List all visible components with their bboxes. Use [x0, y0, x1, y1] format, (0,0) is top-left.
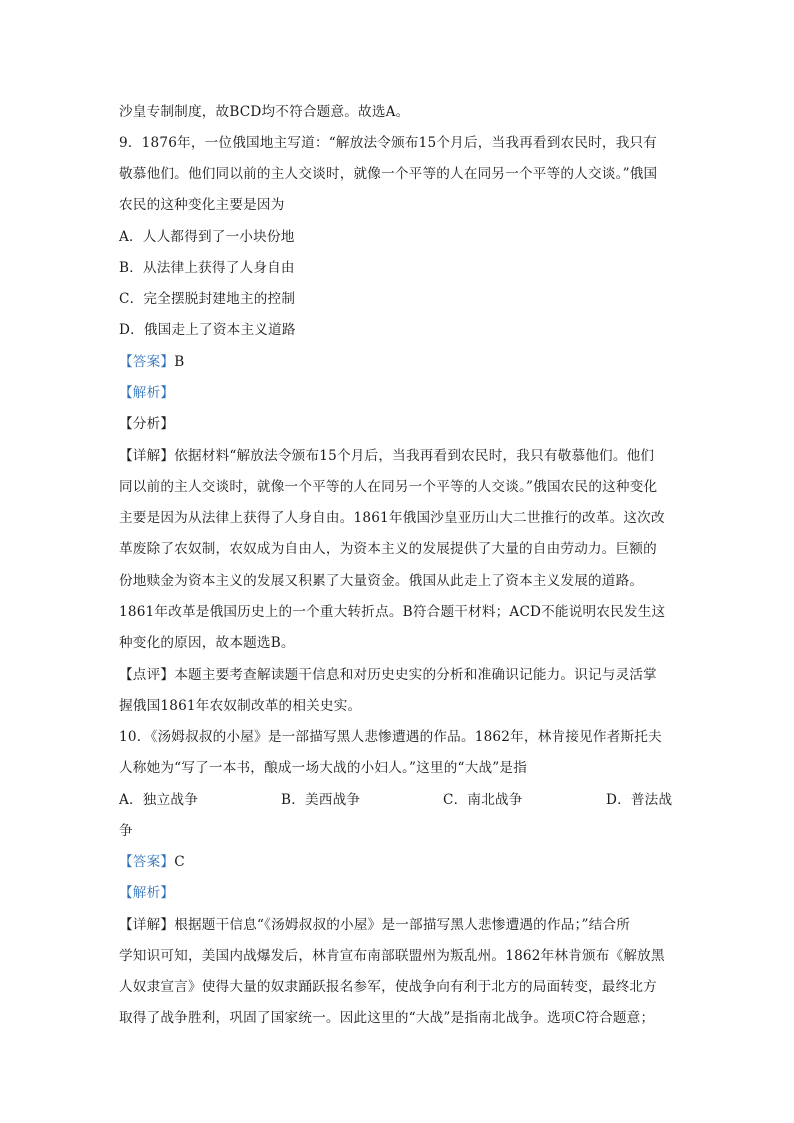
q9-fenxi-heading [119, 415, 679, 433]
q9-option-a: A．人人都得到了一小块份地 [119, 229, 295, 245]
q10-detail-line-1 [119, 916, 679, 934]
q9-detail-line-4: 革废除了农奴制，农奴成为自由人，为资本主义的发展提供了大量的自由劳动力。巨额的 [119, 541, 657, 557]
q10-stem-line-2: 人称她为“写了一本书，酿成一场大战的小妇人。”这里的“大战”是指 [119, 760, 528, 776]
q10-option-b: B．美西战争 [281, 792, 361, 808]
q9-detail-line-6: 1861年改革是俄国历史上的一个重大转折点。B符合题干材料；ACD不能说明农民发生这 [119, 604, 666, 620]
comment-text: 本题主要考查解读题干信息和对历史史实的分析和准确识记能力。识记与灵活掌 [174, 667, 657, 683]
q9-detail-line-3: 主要是因为从法律上获得了人身自由。1861年俄国沙皇亚历山大二世推行的改革。这次改 [119, 510, 665, 526]
comment-tag: 【点评】 [119, 667, 175, 683]
q10-detail-line-3: 人奴隶宣言》使得大量的奴隶踊跃报名参军，使战争向有利于北方的局面转变，最终北方 [119, 979, 657, 995]
q9-option-c: C．完全摆脱封建地主的控制 [119, 291, 296, 307]
q9-comment-line-1 [119, 666, 679, 684]
q10-option-d: D．普法战 [606, 792, 673, 808]
paragraph-prev-conclusion: 沙皇专制制度，故BCD均不符合题意。故选A。 [119, 104, 410, 120]
q9-stem-line-2: 敬慕他们。他们同以前的主人交谈时，就像一个平等的人在同另一个平等的人交谈。”俄国 [119, 166, 658, 182]
analysis-tag: 【解析】 [119, 385, 175, 401]
q9-detail-line-5: 份地赎金为资本主义的发展又积累了大量资金。俄国从此走上了资本主义发展的道路。 [119, 573, 644, 589]
q9-detail-line-1 [119, 447, 679, 465]
detail-text: 依据材料“解放法令颁布15个月后，当我再看到农民时，我只有敬慕他们。他们 [174, 448, 655, 464]
q10-option-c: C．南北战争 [443, 792, 523, 808]
q9-detail-line-7: 种变化的原因，故本题选B。 [119, 635, 295, 651]
q9-detail-line-2: 同以前的主人交谈时，就像一个平等的人在同另一个平等的人交谈。”俄国农民的这种变化 [119, 479, 658, 495]
q9-stem-line-1: 9．1876年，一位俄国地主写道：“解放法令颁布15个月后，当我再看到农民时，我只有 [119, 135, 658, 151]
q9-analysis-heading [119, 384, 679, 402]
answer-tag: 【答案】 [119, 354, 175, 370]
q10-detail-line-2: 学知识可知，美国内战爆发后，林肯宣布南部联盟州为叛乱州。1862年林肯颁布《解放黑 [119, 948, 665, 964]
answer-tag: 【答案】 [119, 854, 175, 870]
detail-tag: 【详解】 [119, 448, 175, 464]
q10-analysis-heading [119, 884, 679, 902]
q10-answer [119, 853, 679, 871]
q9-option-d: D．俄国走上了资本主义道路 [119, 322, 296, 338]
q9-answer [119, 353, 679, 371]
analysis-tag: 【解析】 [119, 885, 175, 901]
detail-text: 根据题干信息“《汤姆叔叔的小屋》是一部描写黑人悲惨遭遇的作品；”结合所 [174, 917, 631, 933]
detail-tag: 【详解】 [119, 917, 175, 933]
q10-option-a: A．独立战争 [119, 792, 198, 808]
answer-value: B [174, 354, 185, 370]
q10-option-d-continued: 争 [119, 823, 133, 839]
answer-value: C [174, 854, 185, 870]
q9-option-b: B．从法律上获得了人身自由 [119, 260, 295, 276]
q10-detail-line-4: 取得了战争胜利，巩固了国家统一。因此这里的“大战”是指南北战争。选项C符合题意； [119, 1010, 655, 1026]
q9-stem-line-3: 农民的这种变化主要是因为 [119, 197, 285, 213]
q9-comment-line-2: 握俄国1861年农奴制改革的相关史实。 [119, 698, 362, 714]
q10-stem-line-1: 10．《汤姆叔叔的小屋》是一部描写黑人悲惨遭遇的作品。1862年，林肯接见作者斯托夫 [119, 729, 662, 745]
fenxi-tag: 【分析】 [119, 416, 175, 432]
